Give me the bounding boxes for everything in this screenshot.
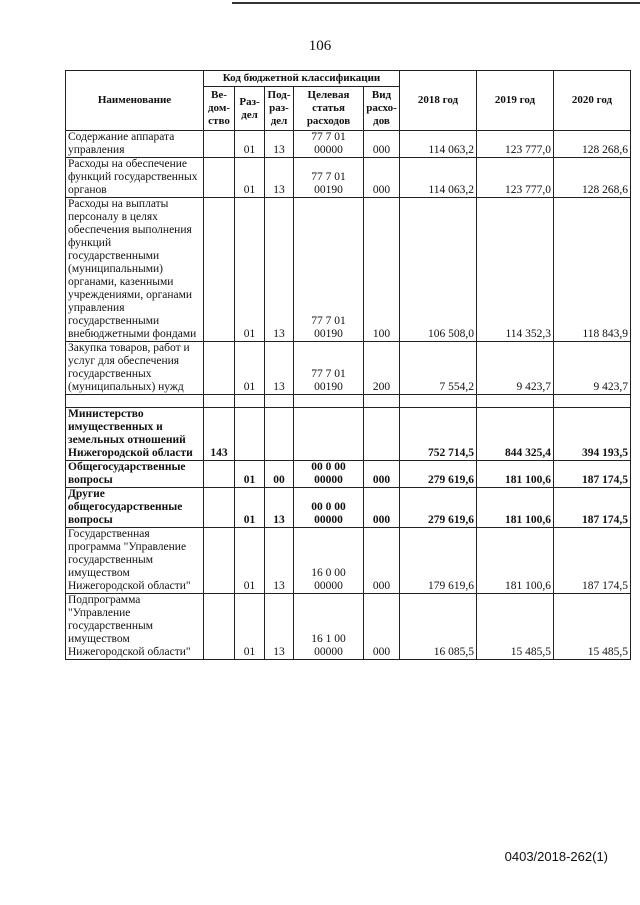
row-ved (204, 198, 235, 342)
row-vr (364, 408, 400, 461)
spacer-row (66, 395, 631, 408)
row-2019: 123 777,0 (477, 131, 554, 158)
row-2020: 118 843,9 (554, 198, 631, 342)
empty-cell (265, 395, 294, 408)
row-2018: 179 619,6 (400, 528, 477, 594)
row-2020: 15 485,5 (554, 594, 631, 660)
row-ved: 143 (204, 408, 235, 461)
row-2020: 394 193,5 (554, 408, 631, 461)
empty-cell (204, 395, 235, 408)
row-2018: 106 508,0 (400, 198, 477, 342)
empty-cell (477, 395, 554, 408)
row-razdel: 01 (235, 198, 265, 342)
row-ved (204, 461, 235, 488)
row-podrazdel: 13 (265, 158, 294, 198)
header-csr: Целевая статья расходов (294, 87, 364, 131)
row-ved (204, 342, 235, 395)
row-razdel: 01 (235, 131, 265, 158)
table-row (66, 528, 631, 594)
table-row (66, 488, 631, 528)
row-podrazdel: 13 (265, 198, 294, 342)
row-csr (294, 408, 364, 461)
header-name: Наименование (66, 71, 204, 131)
row-csr: 77 7 01 00190 (294, 158, 364, 198)
row-vr: 000 (364, 131, 400, 158)
row-podrazdel: 13 (265, 594, 294, 660)
row-2019: 181 100,6 (477, 528, 554, 594)
row-name: Расходы на обеспечение функций государственных органов (66, 158, 204, 198)
row-2018: 16 085,5 (400, 594, 477, 660)
row-razdel: 01 (235, 158, 265, 198)
page-number: 106 (308, 38, 332, 54)
row-2019: 114 352,3 (477, 198, 554, 342)
row-razdel (235, 408, 265, 461)
table-row (66, 198, 631, 342)
table-row (66, 408, 631, 461)
row-ved (204, 594, 235, 660)
row-vr: 000 (364, 488, 400, 528)
budget-table (65, 70, 631, 660)
row-2019: 181 100,6 (477, 461, 554, 488)
row-name: Содержание аппарата управления (66, 131, 204, 158)
row-podrazdel: 00 (265, 461, 294, 488)
row-2019: 181 100,6 (477, 488, 554, 528)
row-ved (204, 488, 235, 528)
row-csr: 00 0 00 00000 (294, 488, 364, 528)
row-razdel: 01 (235, 488, 265, 528)
row-2019: 844 325,4 (477, 408, 554, 461)
row-name: Подпрограмма "Управление государственным имуществом Нижегородской области" (66, 594, 204, 660)
row-razdel: 01 (235, 594, 265, 660)
row-podrazdel: 13 (265, 342, 294, 395)
row-vr: 200 (364, 342, 400, 395)
row-razdel: 01 (235, 342, 265, 395)
row-2019: 15 485,5 (477, 594, 554, 660)
row-2020: 187 174,5 (554, 528, 631, 594)
row-name: Государственная программа "Управление государственным имуществом Нижегородской области" (66, 528, 204, 594)
empty-cell (554, 395, 631, 408)
header-2020: 2020 год (554, 71, 631, 131)
header-podrazdel: Под- раз- дел (265, 87, 294, 131)
row-name: Закупка товаров, работ и услуг для обеспечения государственных (муниципальных) нужд (66, 342, 204, 395)
row-csr: 16 0 00 00000 (294, 528, 364, 594)
row-podrazdel: 13 (265, 488, 294, 528)
row-vr: 000 (364, 528, 400, 594)
empty-cell (235, 395, 265, 408)
empty-cell (294, 395, 364, 408)
row-csr: 16 1 00 00000 (294, 594, 364, 660)
row-csr: 77 7 01 00190 (294, 198, 364, 342)
document-code: 0403/2018-262(1) (504, 849, 608, 864)
header-2018: 2018 год (400, 71, 477, 131)
row-name: Другие общегосударственные вопросы (66, 488, 204, 528)
header-vr: Вид расхо- дов (364, 87, 400, 131)
row-podrazdel: 13 (265, 528, 294, 594)
row-2018: 114 063,2 (400, 158, 477, 198)
row-ved (204, 528, 235, 594)
row-2019: 9 423,7 (477, 342, 554, 395)
empty-cell (66, 395, 204, 408)
row-name: Министерство имущественных и земельных отношений Нижегородской области (66, 408, 204, 461)
row-vr: 100 (364, 198, 400, 342)
row-ved (204, 158, 235, 198)
empty-cell (364, 395, 400, 408)
row-name: Расходы на выплаты персоналу в целях обеспечения выполнения функций государственными (муниципальными) органами, казенными учреждениями, органами управления государственными внебюджетными фондами (66, 198, 204, 342)
header-2019: 2019 год (477, 71, 554, 131)
row-2018: 752 714,5 (400, 408, 477, 461)
row-2018: 279 619,6 (400, 488, 477, 528)
row-razdel: 01 (235, 528, 265, 594)
row-2018: 114 063,2 (400, 131, 477, 158)
row-vr: 000 (364, 158, 400, 198)
row-2018: 279 619,6 (400, 461, 477, 488)
row-podrazdel (265, 408, 294, 461)
header-ved: Ве- дом- ство (204, 87, 235, 131)
row-vr: 000 (364, 594, 400, 660)
row-2019: 123 777,0 (477, 158, 554, 198)
row-2020: 187 174,5 (554, 488, 631, 528)
row-name: Общегосударственные вопросы (66, 461, 204, 488)
table-row (66, 158, 631, 198)
table-row (66, 342, 631, 395)
row-2018: 7 554,2 (400, 342, 477, 395)
row-2020: 128 268,6 (554, 158, 631, 198)
row-podrazdel: 13 (265, 131, 294, 158)
row-2020: 9 423,7 (554, 342, 631, 395)
table-row (66, 594, 631, 660)
header-classification-group: Код бюджетной классификации (204, 71, 400, 87)
row-razdel: 01 (235, 461, 265, 488)
row-csr: 00 0 00 00000 (294, 461, 364, 488)
row-2020: 187 174,5 (554, 461, 631, 488)
row-csr: 77 7 01 00000 (294, 131, 364, 158)
empty-cell (400, 395, 477, 408)
table-row (66, 461, 631, 488)
top-edge-line (232, 2, 640, 4)
row-2020: 128 268,6 (554, 131, 631, 158)
row-ved (204, 131, 235, 158)
table-row (66, 131, 631, 158)
row-csr: 77 7 01 00190 (294, 342, 364, 395)
header-razdel: Раз- дел (235, 87, 265, 131)
row-vr: 000 (364, 461, 400, 488)
